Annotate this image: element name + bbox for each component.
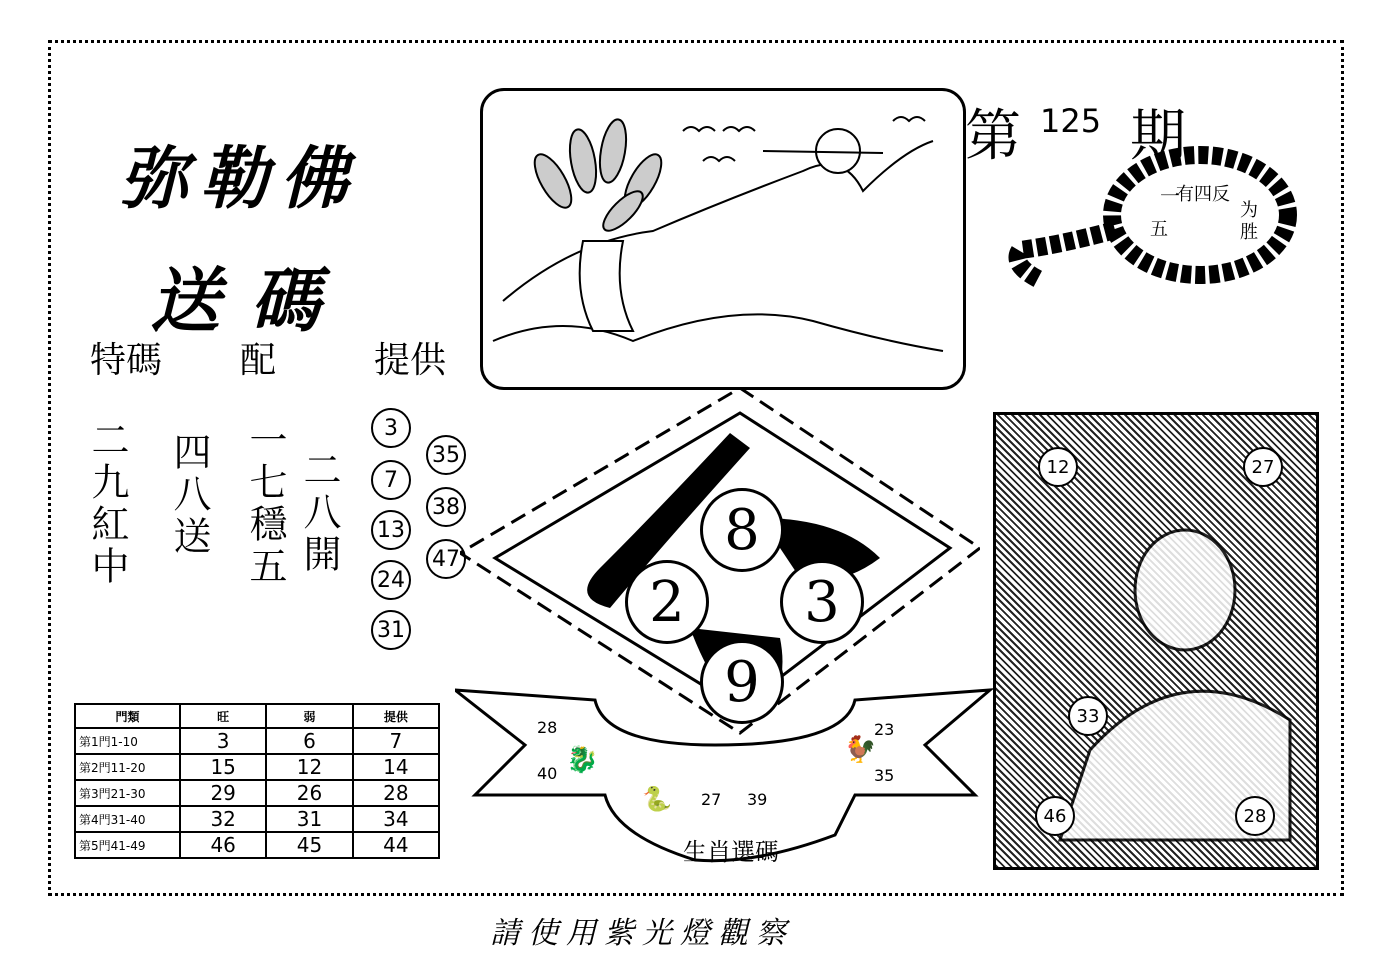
riddle-col2: 四八送	[167, 432, 211, 558]
table-row	[75, 754, 439, 780]
row-label: 第5門41-49	[75, 832, 180, 858]
banner-number: 39	[747, 790, 768, 809]
banner-number: 28	[537, 718, 558, 737]
banner-number: 40	[537, 764, 558, 783]
circled-number: 38	[426, 487, 466, 527]
photo-number: 27	[1243, 447, 1283, 487]
row-label: 第2門11-20	[75, 754, 180, 780]
snake-icon: 🐍	[642, 785, 672, 813]
beads-text-prefix: 一	[1160, 184, 1180, 208]
rooster-icon: 🐓	[844, 735, 877, 765]
row-label: 第3門21-30	[75, 780, 180, 806]
circled-number: 13	[371, 510, 411, 550]
circled-number: 47	[426, 539, 466, 579]
cell-provide: 34	[353, 806, 439, 832]
table-row	[75, 806, 439, 832]
photo-number: 33	[1068, 696, 1108, 736]
beads-text-right-top: 为	[1240, 200, 1258, 221]
cell-strong: 29	[180, 780, 266, 806]
cell-weak: 31	[266, 806, 352, 832]
cell-strong: 15	[180, 754, 266, 780]
photo-number: 12	[1038, 447, 1078, 487]
photo-number: 28	[1235, 796, 1275, 836]
dragon-icon: 🐉	[566, 745, 599, 775]
issue-suffix: 期	[1130, 104, 1186, 169]
row-label: 第4門31-40	[75, 806, 180, 832]
cell-strong: 32	[180, 806, 266, 832]
cell-provide: 28	[353, 780, 439, 806]
row-label: 第1門1-10	[75, 728, 180, 754]
brand-title: 弥勒佛	[120, 139, 361, 219]
table-header: 提供	[353, 704, 439, 728]
circled-number: 35	[426, 435, 466, 475]
table-row	[75, 728, 439, 754]
diamond-digit: 9	[700, 640, 784, 724]
photo-number: 46	[1035, 796, 1075, 836]
banner-number: 23	[874, 720, 895, 739]
beads-text-line1: 有四反	[1176, 184, 1230, 205]
table-header: 門類	[75, 704, 180, 728]
riddle-col3: 一七穩五	[243, 420, 287, 588]
cell-strong: 3	[180, 728, 266, 754]
label-match: 配	[240, 340, 277, 381]
issue-prefix: 第	[965, 104, 1021, 169]
footer-note: 請使用紫光燈觀察	[490, 916, 794, 951]
riddle-col1: 二九紅中	[85, 420, 129, 588]
beads-text-right: 胜	[1240, 222, 1258, 243]
label-provide: 提供	[374, 340, 447, 381]
table-header: 旺	[180, 704, 266, 728]
table-header-row	[75, 704, 439, 728]
landscape-drawing	[483, 91, 957, 381]
banner-label: 生肖選碼	[683, 838, 779, 866]
circled-number: 7	[371, 460, 411, 500]
banner-number: 35	[874, 766, 895, 785]
cell-provide: 7	[353, 728, 439, 754]
banner-number: 27	[701, 790, 722, 809]
cell-weak: 26	[266, 780, 352, 806]
label-special-code: 特碼	[90, 340, 163, 381]
beads-text-left: 五	[1150, 219, 1168, 240]
cell-strong: 46	[180, 832, 266, 858]
diamond-digit: 2	[625, 560, 709, 644]
cell-weak: 12	[266, 754, 352, 780]
cell-weak: 6	[266, 728, 352, 754]
diamond-digit: 8	[700, 488, 784, 572]
cell-weak: 45	[266, 832, 352, 858]
circled-number: 31	[371, 610, 411, 650]
diamond-digit: 3	[780, 560, 864, 644]
circled-number: 24	[371, 560, 411, 600]
brand-subtitle: 送碼	[150, 259, 350, 342]
cell-provide: 44	[353, 832, 439, 858]
table-row	[75, 832, 439, 858]
table-header: 弱	[266, 704, 352, 728]
riddle-col4: 二八開	[297, 450, 341, 576]
issue-number: 125	[1040, 102, 1102, 140]
cell-provide: 14	[353, 754, 439, 780]
table-row	[75, 780, 439, 806]
circled-number: 3	[371, 408, 411, 448]
doors-table	[74, 703, 440, 859]
